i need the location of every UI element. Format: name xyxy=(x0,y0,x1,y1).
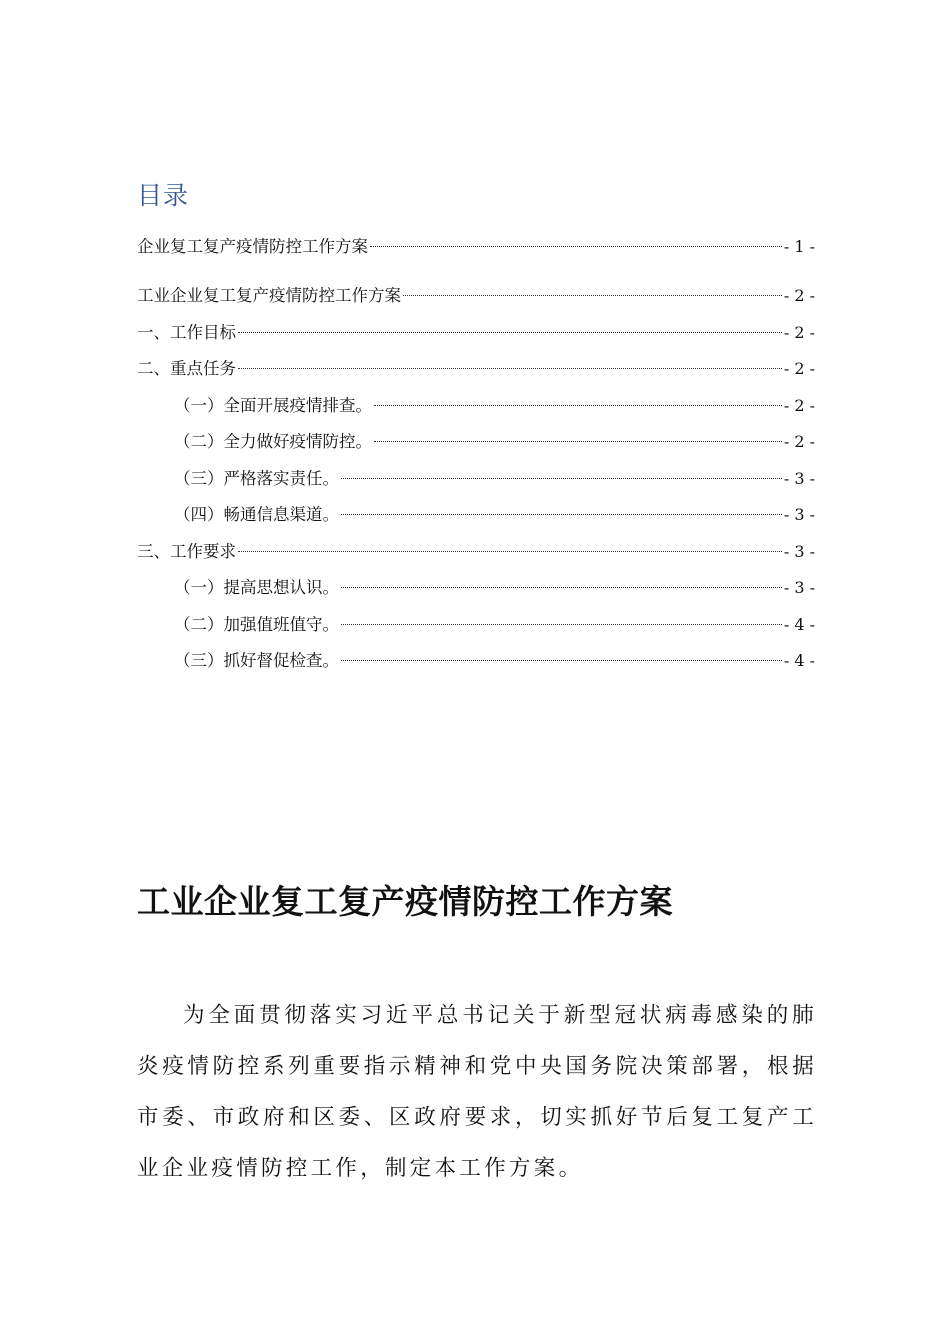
toc-entry-text: 企业复工复产疫情防控工作方案 xyxy=(137,237,368,256)
toc-heading: 目录 xyxy=(137,181,190,210)
toc-entry-page: - 3 - xyxy=(783,505,815,524)
toc-entry-page: - 4 - xyxy=(783,651,815,670)
toc-entry-page: - 2 - xyxy=(783,432,815,451)
toc-leader xyxy=(341,624,782,625)
toc-entry-text: 工业企业复工复产疫情防控工作方案 xyxy=(137,286,401,305)
toc-entry[interactable] xyxy=(137,355,815,392)
toc-entry[interactable] xyxy=(137,282,815,319)
toc-entry[interactable] xyxy=(137,428,815,465)
toc-leader xyxy=(341,478,782,479)
toc-entry-page: - 4 - xyxy=(783,614,815,634)
toc-entry-page: - 1 - xyxy=(783,237,815,256)
toc-entry-text: （一）提高思想认识。 xyxy=(174,578,339,597)
toc-leader xyxy=(238,551,782,552)
toc-entry-page: - 3 - xyxy=(783,578,815,597)
toc-leader xyxy=(341,587,782,588)
toc-entry[interactable] xyxy=(137,538,815,575)
toc-entry-page: - 3 - xyxy=(783,541,815,561)
toc-leader xyxy=(370,246,782,247)
toc-entry[interactable] xyxy=(137,501,815,538)
toc-entry[interactable] xyxy=(137,392,815,429)
document-title: 工业企业复工复产疫情防控工作方案 xyxy=(137,882,673,921)
intro-paragraph: 为全面贯彻落实习近平总书记关于新型冠状病毒感染的肺炎疫情防控系列重要指示精神和党中央国务院决策部署，根据市委、市政府和区委、区政府要求，切实抓好节后复工复产工业企业疫情防控工作，制定本工作方案。 xyxy=(137,1003,817,1181)
toc-leader xyxy=(238,368,782,369)
toc-leader xyxy=(403,295,782,296)
toc-entry-text: （一）全面开展疫情排查。 xyxy=(174,395,372,415)
toc-leader xyxy=(374,441,782,442)
toc-entry-page: - 2 - xyxy=(783,322,815,342)
toc-entry[interactable] xyxy=(137,574,815,611)
toc-entry-text: （二）全力做好疫情防控。 xyxy=(174,432,372,451)
toc-entry[interactable] xyxy=(137,611,815,648)
toc-entry[interactable] xyxy=(137,465,815,502)
table-of-contents xyxy=(137,233,815,684)
toc-entry-text: （二）加强值班值守。 xyxy=(174,614,339,634)
toc-entry-text: 一、工作目标 xyxy=(137,322,236,342)
toc-entry-page: - 2 - xyxy=(783,286,815,305)
toc-leader xyxy=(341,514,782,515)
toc-entry-text: 二、重点任务 xyxy=(137,359,236,378)
toc-entry-page: - 2 - xyxy=(783,395,815,415)
toc-entry-text: （三）抓好督促检查。 xyxy=(174,651,339,670)
toc-entry[interactable] xyxy=(137,647,815,684)
toc-entry-text: （四）畅通信息渠道。 xyxy=(174,505,339,524)
toc-entry-text: （三）严格落实责任。 xyxy=(174,468,339,488)
toc-leader xyxy=(238,332,782,333)
toc-entry[interactable] xyxy=(137,319,815,356)
toc-entry[interactable] xyxy=(137,233,815,282)
toc-leader xyxy=(341,660,782,661)
toc-entry-page: - 2 - xyxy=(783,359,815,378)
toc-leader xyxy=(374,405,782,406)
toc-entry-text: 三、工作要求 xyxy=(137,541,236,561)
toc-entry-page: - 3 - xyxy=(783,468,815,488)
